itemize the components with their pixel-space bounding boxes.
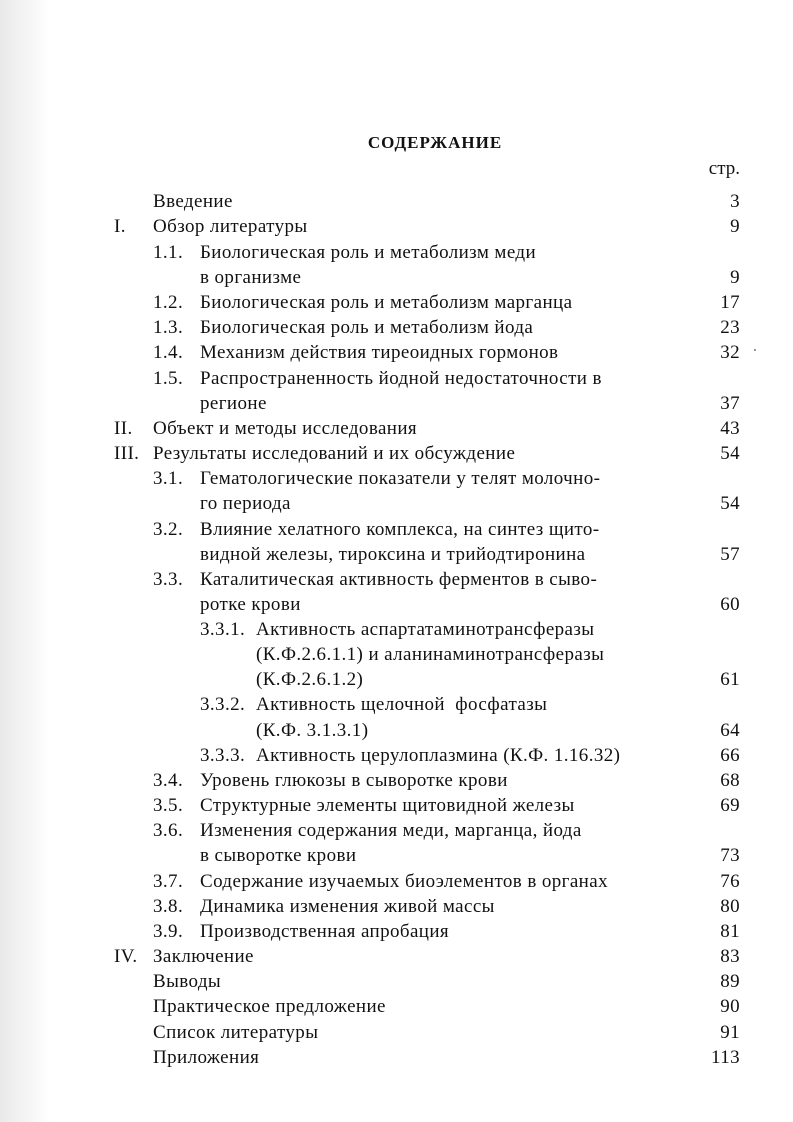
toc-entry-page: 91 (720, 1022, 740, 1043)
toc-entry-page: 73 (720, 845, 740, 866)
toc-entry-continuation (0, 491, 793, 516)
toc-entry-page: 76 (720, 871, 740, 892)
toc-entry-continuation (0, 391, 793, 416)
toc-entry-title: Содержание изучаемых биоэлементов в органах (200, 871, 608, 892)
toc-entry-number: 3.8. (153, 896, 184, 917)
toc-entry-title: Биологическая роль и метаболизм меди (200, 242, 537, 263)
toc-entry-title: видной железы, тироксина и трийодтиронина (200, 544, 586, 565)
toc-entry-title: Распространенность йодной недостаточности в (200, 368, 602, 389)
toc-entry-page: 81 (720, 921, 740, 942)
toc-entry-page: 90 (720, 996, 740, 1017)
toc-entry-number: III. (114, 443, 140, 464)
toc-entry-page: 80 (720, 896, 740, 917)
toc-entry-number: 1.1. (153, 242, 184, 263)
toc-entry-number: 3.5. (153, 795, 184, 816)
toc-entry (0, 743, 793, 768)
toc-entry-number: 3.3. (153, 569, 184, 590)
toc-entry-title: Список литературы (153, 1022, 319, 1043)
toc-entry-number: 3.6. (153, 820, 184, 841)
toc-entry-page: 54 (720, 443, 740, 464)
toc-entry-title: (К.Ф.2.6.1.2) (256, 669, 364, 690)
toc-entry-continuation (0, 718, 793, 743)
toc-entry-title: Производственная апробация (200, 921, 450, 942)
toc-entry-page: 89 (720, 971, 740, 992)
toc-entry-title: Обзор литературы (153, 216, 308, 237)
toc-entry (0, 441, 793, 466)
toc-entry (0, 692, 793, 717)
toc-entry-title: Объект и методы исследования (153, 418, 418, 439)
toc-entry-title: Каталитическая активность ферментов в сыво- (200, 569, 598, 590)
toc-entry (0, 240, 793, 265)
toc-entry (0, 994, 793, 1019)
toc-entry (0, 517, 793, 542)
toc-entry (0, 1045, 793, 1070)
toc-entry-continuation (0, 265, 793, 290)
toc-entry-title: Активность аспартатаминотрансферазы (256, 619, 595, 640)
toc-entry-number: II. (114, 418, 133, 439)
toc-entry-title: Введение (153, 191, 233, 212)
toc-entry-title: Влияние хелатного комплекса, на синтез щито- (200, 519, 600, 540)
toc-entry-number: IV. (114, 946, 138, 967)
toc-entry (0, 416, 793, 441)
toc-entry (0, 189, 793, 214)
toc-entry-page: 9 (730, 216, 740, 237)
toc-entry-number: I. (114, 216, 126, 237)
toc-entry (0, 894, 793, 919)
toc-entry-title: Уровень глюкозы в сыворотке крови (200, 770, 508, 791)
toc-entry-number: 3.7. (153, 871, 184, 892)
toc-entry-title: Результаты исследований и их обсуждение (153, 443, 516, 464)
toc-entry-page: 3 (730, 191, 740, 212)
toc-entry-page: 60 (720, 594, 740, 615)
toc-entry-page: 68 (720, 770, 740, 791)
toc-entry-number: 3.1. (153, 468, 184, 489)
toc-entry-page: 64 (720, 720, 740, 741)
toc-entry-page: 61 (720, 669, 740, 690)
toc-entry-page: 83 (720, 946, 740, 967)
toc-entry-title: Механизм действия тиреоидных гормонов (200, 342, 559, 363)
toc-entry-title: Биологическая роль и метаболизм йода (200, 317, 534, 338)
toc-entry-page: 113 (711, 1047, 740, 1068)
toc-entry-title: ротке крови (200, 594, 301, 615)
toc-entry-page: 9 (730, 267, 740, 288)
page-title: СОДЕРЖАНИЕ (367, 133, 503, 152)
toc-entry-title: Практическое предложение (153, 996, 386, 1017)
toc-entry-title: Активность церулоплазмина (К.Ф. 1.16.32) (256, 745, 621, 766)
toc-entry-title: (К.Ф. 3.1.3.1) (256, 720, 369, 741)
toc-entry-title: в сыворотке крови (200, 845, 357, 866)
toc-entry-page: 66 (720, 745, 740, 766)
toc-entry (0, 818, 793, 843)
toc-entry-title: Приложения (153, 1047, 260, 1068)
toc-entry-continuation (0, 667, 793, 692)
toc-entry-title: Динамика изменения живой массы (200, 896, 495, 917)
toc-entry-number: 1.2. (153, 292, 184, 313)
toc-entry-title: го периода (200, 493, 291, 514)
toc-entry-number: 3.3.1. (200, 619, 246, 640)
toc-entry (0, 214, 793, 239)
toc-entry (0, 969, 793, 994)
toc-entry (0, 944, 793, 969)
toc-entry (0, 466, 793, 491)
toc-entry-number: 3.3.3. (200, 745, 246, 766)
toc-entry-page: 54 (720, 493, 740, 514)
toc-entry-title: Выводы (153, 971, 222, 992)
toc-entry-page: 43 (720, 418, 740, 439)
toc-entry-continuation (0, 642, 793, 667)
toc-entry (0, 793, 793, 818)
toc-entry (0, 340, 793, 365)
toc-entry-number: 3.3.2. (200, 694, 246, 715)
toc-entry (0, 768, 793, 793)
toc-entry-title: в организме (200, 267, 302, 288)
toc-entry-continuation (0, 843, 793, 868)
toc-entry-page: 23 (720, 317, 740, 338)
toc-entry (0, 366, 793, 391)
toc-entry-page: 37 (720, 393, 740, 414)
toc-entry-page: 69 (720, 795, 740, 816)
toc-entry-number: 3.2. (153, 519, 184, 540)
page-column-label: стр. (708, 158, 740, 179)
toc-entry-title: Биологическая роль и метаболизм марганца (200, 292, 573, 313)
toc-entry-page: 17 (720, 292, 740, 313)
toc-entry-number: 1.5. (153, 368, 184, 389)
toc-entry (0, 315, 793, 340)
toc-entry-page: 32 (720, 342, 740, 363)
toc-entry (0, 919, 793, 944)
toc-entry (0, 567, 793, 592)
toc-entry-title: Структурные элементы щитовидной железы (200, 795, 575, 816)
toc-entry-continuation (0, 592, 793, 617)
toc-entry (0, 290, 793, 315)
toc-entry-title: Активность щелочной фосфатазы (256, 694, 548, 715)
toc-entry-title: регионе (200, 393, 267, 414)
toc-entry-page: 57 (720, 544, 740, 565)
toc-entry-title: Заключение (153, 946, 254, 967)
toc-entry-continuation (0, 542, 793, 567)
toc-entry-title: (К.Ф.2.6.1.1) и аланинаминотрансферазы (256, 644, 605, 665)
toc-entry-title: Изменения содержания меди, марганца, йода (200, 820, 582, 841)
toc-entry (0, 869, 793, 894)
toc-entry-number: 1.3. (153, 317, 184, 338)
toc-entry-title: Гематологические показатели у телят молочно- (200, 468, 601, 489)
toc-entry-number: 3.9. (153, 921, 184, 942)
toc-entry (0, 1020, 793, 1045)
toc-entry-number: 1.4. (153, 342, 184, 363)
toc-entry-number: 3.4. (153, 770, 184, 791)
toc-entry (0, 617, 793, 642)
